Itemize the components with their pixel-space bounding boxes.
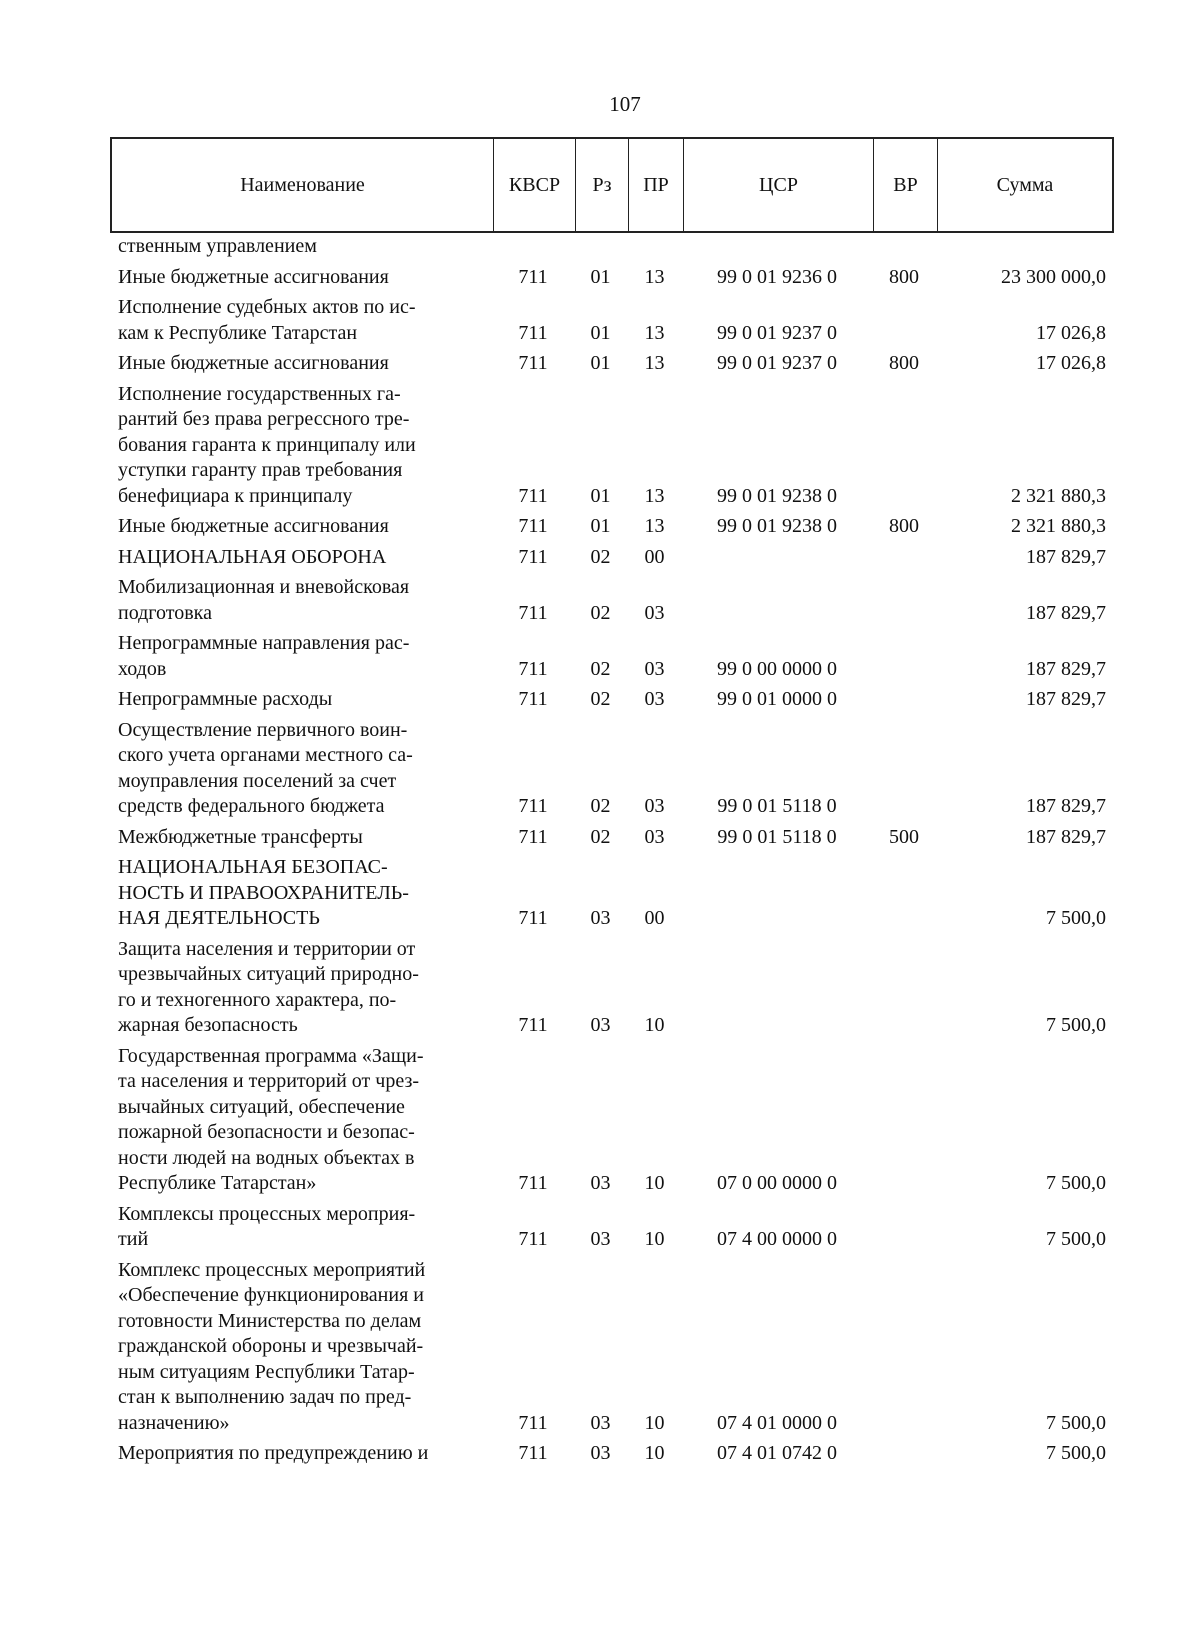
row-sum: 187 829,7	[1026, 688, 1106, 710]
row-sum: 7 500,0	[1046, 1228, 1106, 1250]
row-sum: 23 300 000,0	[1001, 265, 1106, 288]
row-name-line: стан к выполнению задач по пред-	[118, 1386, 412, 1408]
row-pr: 10	[644, 1411, 665, 1434]
row-name	[110, 545, 492, 571]
row-csr: 99 0 01 9237 0	[717, 321, 837, 344]
row-rz: 01	[590, 265, 611, 288]
row-name-line: НАЦИОНАЛЬНАЯ ОБОРОНА	[118, 545, 387, 568]
row-pr: 00	[644, 545, 665, 568]
row-name-line: Осуществление первичного воин-	[118, 718, 408, 741]
row-sum: 187 829,7	[1026, 825, 1106, 848]
table-body	[110, 234, 1114, 1467]
row-pr: 13	[644, 265, 665, 288]
row-name-line: моуправления поселений за счет	[118, 769, 397, 792]
row-kvsr: 711	[518, 907, 548, 929]
row-pr: 03	[644, 825, 665, 848]
row-sum: 7 500,0	[1046, 1014, 1106, 1036]
table-row	[110, 234, 1114, 260]
row-name	[110, 687, 492, 713]
row-name-line: Иные бюджетные ассигнования	[118, 265, 389, 288]
row-csr: 99 0 01 0000 0	[717, 688, 837, 710]
page-number: 107	[609, 92, 641, 116]
row-pr: 03	[644, 795, 665, 817]
row-rz: 02	[590, 688, 611, 710]
table-row	[110, 1202, 1114, 1253]
row-sum: 7 500,0	[1046, 1411, 1106, 1434]
row-pr: 13	[644, 484, 665, 507]
row-csr: 99 0 01 5118 0	[717, 825, 837, 848]
row-csr: 99 0 01 9238 0	[717, 515, 837, 537]
row-csr: 07 4 00 0000 0	[717, 1228, 837, 1250]
row-kvsr: 711	[518, 515, 548, 537]
row-name	[110, 1202, 492, 1253]
row-pr: 10	[644, 1014, 665, 1036]
row-rz: 03	[590, 1228, 611, 1250]
table-row	[110, 351, 1114, 377]
row-name-line: бования гаранта к принципалу или	[118, 433, 416, 456]
row-name	[110, 1441, 492, 1467]
row-name	[110, 825, 492, 851]
row-pr: 03	[644, 657, 665, 680]
header-csr: ЦСР	[684, 139, 874, 231]
table-row	[110, 718, 1114, 820]
row-name	[110, 718, 492, 820]
row-name-line: ского учета органами местного са-	[118, 744, 413, 766]
table-row	[110, 382, 1114, 510]
row-name-line: Мобилизационная и вневойсковая	[118, 576, 410, 598]
table-row	[110, 545, 1114, 571]
row-name-line: ности людей на водных объектах в	[118, 1146, 415, 1169]
row-name-line: назначению»	[118, 1411, 230, 1434]
row-name-line: жарная безопасность	[118, 1014, 298, 1036]
row-rz: 01	[590, 515, 611, 537]
row-pr: 10	[644, 1228, 665, 1250]
row-name	[110, 1044, 492, 1197]
row-name-line: Государственная программа «Защи-	[118, 1044, 424, 1067]
table-row	[110, 265, 1114, 291]
row-sum: 7 500,0	[1046, 1442, 1106, 1464]
row-kvsr: 711	[518, 1172, 548, 1194]
row-name	[110, 234, 492, 260]
row-name	[110, 631, 492, 682]
row-sum: 17 026,8	[1036, 352, 1106, 374]
table-row	[110, 1044, 1114, 1197]
row-rz: 02	[590, 825, 611, 848]
row-name	[110, 937, 492, 1039]
header-rz: Рз	[576, 139, 629, 231]
row-pr: 03	[644, 688, 665, 710]
row-vr: 800	[889, 515, 919, 537]
row-pr: 13	[644, 321, 665, 344]
table-header	[110, 137, 1114, 233]
row-name	[110, 575, 492, 626]
row-rz: 02	[590, 601, 611, 624]
row-rz: 03	[590, 1442, 611, 1464]
row-sum: 2 321 880,3	[1011, 515, 1106, 537]
row-csr: 99 0 01 9238 0	[717, 484, 837, 507]
row-name-line: кам к Республике Татарстан	[118, 321, 358, 344]
row-name-line: Межбюджетные трансферты	[118, 825, 363, 848]
row-name	[110, 351, 492, 377]
row-name-line: го и техногенного характера, по-	[118, 988, 397, 1011]
row-name	[110, 265, 492, 291]
header-name: Наименование	[112, 139, 494, 231]
row-kvsr: 711	[518, 484, 548, 507]
row-name-line: подготовка	[118, 601, 212, 624]
row-name-line: Республике Татарстан»	[118, 1172, 317, 1194]
row-name-line: Иные бюджетные ассигнования	[118, 515, 389, 537]
table-row	[110, 687, 1114, 713]
row-name-line: Непрограммные расходы	[118, 688, 333, 710]
row-vr: 800	[889, 352, 919, 374]
row-kvsr: 711	[518, 657, 548, 680]
row-kvsr: 711	[518, 1411, 548, 1434]
row-kvsr: 711	[518, 795, 548, 817]
header-vr: ВР	[874, 139, 938, 231]
row-kvsr: 711	[518, 688, 548, 710]
row-kvsr: 711	[518, 1014, 548, 1036]
row-name-line: чрезвычайных ситуаций природно-	[118, 963, 419, 985]
table-row	[110, 295, 1114, 346]
row-name	[110, 1258, 492, 1437]
row-csr: 99 0 01 5118 0	[717, 795, 837, 817]
table-row	[110, 855, 1114, 932]
row-pr: 13	[644, 515, 665, 537]
row-kvsr: 711	[518, 1228, 548, 1250]
row-sum: 187 829,7	[1026, 545, 1106, 568]
row-rz: 02	[590, 657, 611, 680]
row-name-line: уступки гаранту прав требования	[118, 459, 403, 481]
table-row	[110, 631, 1114, 682]
table-row	[110, 937, 1114, 1039]
row-name-line: НОСТЬ И ПРАВООХРАНИТЕЛЬ-	[118, 881, 409, 904]
row-rz: 03	[590, 1411, 611, 1434]
row-sum: 7 500,0	[1046, 907, 1106, 929]
row-pr: 10	[644, 1172, 665, 1194]
row-name-line: ным ситуациям Республики Татар-	[118, 1360, 415, 1383]
row-name	[110, 382, 492, 510]
row-rz: 01	[590, 352, 611, 374]
row-csr: 07 4 01 0000 0	[717, 1411, 837, 1434]
row-name-line: пожарной безопасности и безопас-	[118, 1121, 415, 1143]
row-name-line: бенефициара к принципалу	[118, 484, 353, 507]
row-sum: 7 500,0	[1046, 1172, 1106, 1194]
row-name-line: НАЯ ДЕЯТЕЛЬНОСТЬ	[118, 907, 320, 929]
row-kvsr: 711	[518, 352, 548, 374]
row-name-line: Комплексы процессных мероприя-	[118, 1202, 416, 1225]
row-sum: 17 026,8	[1036, 321, 1106, 344]
row-rz: 01	[590, 321, 611, 344]
row-name	[110, 295, 492, 346]
row-vr: 500	[889, 825, 919, 848]
table-row	[110, 825, 1114, 851]
row-name	[110, 514, 492, 540]
row-name-line: Иные бюджетные ассигнования	[118, 352, 389, 374]
row-name-line: «Обеспечение функционирования и	[118, 1284, 424, 1306]
row-pr: 00	[644, 907, 665, 929]
row-name-line: вычайных ситуаций, обеспечение	[118, 1095, 405, 1118]
table-row	[110, 575, 1114, 626]
row-csr: 07 4 01 0742 0	[717, 1442, 837, 1464]
row-name-line: Исполнение государственных га-	[118, 382, 401, 405]
row-pr: 03	[644, 601, 665, 624]
table-row	[110, 1258, 1114, 1437]
row-name-line: Мероприятия по предупреждению и	[118, 1442, 429, 1464]
row-name-line: готовности Министерства по делам	[118, 1309, 422, 1332]
row-rz: 03	[590, 1172, 611, 1194]
row-csr: 99 0 00 0000 0	[717, 657, 837, 680]
row-sum: 187 829,7	[1026, 657, 1106, 680]
header-sum: Сумма	[996, 173, 1054, 196]
row-pr: 13	[644, 352, 665, 374]
row-kvsr: 711	[518, 601, 548, 624]
row-name-line: Исполнение судебных актов по ис-	[118, 296, 416, 318]
row-name-line: Непрограммные направления рас-	[118, 632, 410, 654]
header-pr: ПР	[629, 139, 684, 231]
row-name	[110, 855, 492, 932]
row-name-line: Комплекс процессных мероприятий	[118, 1258, 426, 1281]
row-kvsr: 711	[518, 825, 548, 848]
row-name-line: ходов	[118, 657, 167, 680]
row-name-line: ственным управлением	[118, 235, 317, 257]
header-kvsr: КВСР	[494, 139, 576, 231]
row-name-line: та населения и территорий от чрез-	[118, 1070, 420, 1092]
table-row	[110, 1441, 1114, 1467]
row-name-line: Защита населения и территории от	[118, 937, 416, 960]
row-name-line: тий	[118, 1228, 149, 1250]
row-kvsr: 711	[518, 545, 548, 568]
row-sum: 2 321 880,3	[1011, 484, 1106, 507]
table-row	[110, 514, 1114, 540]
row-kvsr: 711	[518, 1442, 548, 1464]
row-rz: 03	[590, 1014, 611, 1036]
row-csr: 99 0 01 9236 0	[717, 265, 837, 288]
row-csr: 99 0 01 9237 0	[717, 352, 837, 374]
row-csr: 07 0 00 0000 0	[717, 1172, 837, 1194]
row-rz: 03	[590, 907, 611, 929]
row-pr: 10	[644, 1442, 665, 1464]
row-name-line: НАЦИОНАЛЬНАЯ БЕЗОПАС-	[118, 856, 388, 878]
row-rz: 01	[590, 484, 611, 507]
row-rz: 02	[590, 795, 611, 817]
row-kvsr: 711	[518, 265, 548, 288]
row-kvsr: 711	[518, 321, 548, 344]
row-rz: 02	[590, 545, 611, 568]
row-vr: 800	[889, 265, 919, 288]
row-sum: 187 829,7	[1026, 601, 1106, 624]
row-name-line: рантий без права регрессного тре-	[118, 408, 410, 430]
row-name-line: гражданской обороны и чрезвычай-	[118, 1335, 424, 1357]
row-sum: 187 829,7	[1026, 795, 1106, 817]
row-name-line: средств федерального бюджета	[118, 795, 385, 817]
